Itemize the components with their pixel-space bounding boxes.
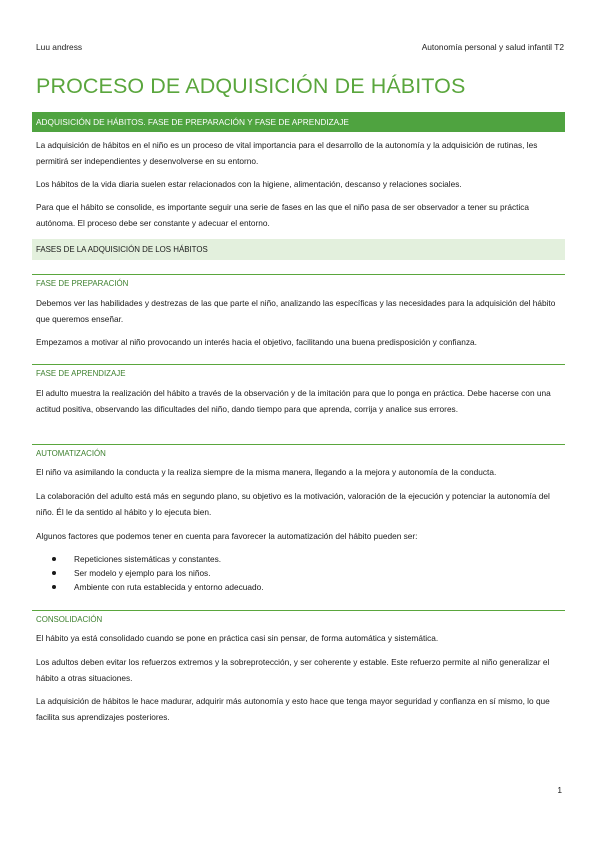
bullet-icon xyxy=(52,585,56,589)
section-heading-aprendizaje xyxy=(32,364,565,384)
header-author: Luu andress xyxy=(36,42,83,52)
page-number: 1 xyxy=(557,785,562,795)
section-divider xyxy=(32,274,565,275)
phases-subheading: FASES DE LA ADQUISICIÓN DE LOS HÁBITOS xyxy=(32,239,565,260)
preparacion-paragraph-2: Empezamos a motivar al niño provocando un interés hacia el objetivo, facilitando una buena predisposición y confianza. xyxy=(36,337,477,347)
automatizacion-paragraph-3: Algunos factores que podemos tener en cuenta para favorecer la automatización del hábito pueden ser: xyxy=(36,531,418,541)
section-heading-automatizacion xyxy=(32,444,565,464)
section-divider xyxy=(32,444,565,445)
bullet-icon xyxy=(52,571,56,575)
list-item: Ser modelo y ejemplo para los niños. xyxy=(52,566,264,580)
list-item: Ambiente con ruta establecida y entorno adecuado. xyxy=(52,580,264,594)
automatizacion-paragraph-1: El niño va asimilando la conducta y la realiza siempre de la misma manera, llegando a la mejora y autonomía de la conducta. xyxy=(36,467,497,477)
automatizacion-paragraph-2: La colaboración del adulto está más en segundo plano, su objetivo es la motivación, valoración de la ejecución y potenciar la autonomía del niño. Él le da sentido al hábito y lo ejecuta bien. xyxy=(36,491,550,517)
consolidacion-paragraph-1: El hábito ya está consolidado cuando se pone en práctica casi sin pensar, de forma automática y sistemática. xyxy=(36,633,439,643)
bullet-icon xyxy=(52,557,56,561)
page-header xyxy=(36,42,564,54)
section-heading-label: CONSOLIDACIÓN xyxy=(36,615,103,624)
section-divider xyxy=(32,364,565,365)
section-heading-consolidacion xyxy=(32,610,565,630)
consolidacion-paragraph-3: La adquisición de hábitos le hace madurar, adquirir más autonomía y esto hace que tenga mayor seguridad y confianza en sí mismo, lo que facilita sus aprendizajes posteriores. xyxy=(36,696,550,722)
section-banner: ADQUISICIÓN DE HÁBITOS. FASE DE PREPARACIÓN Y FASE DE APRENDIZAJE xyxy=(32,112,565,132)
section-heading-preparacion xyxy=(32,274,565,294)
consolidacion-paragraph-2: Los adultos deben evitar los refuerzos extremos y la sobreprotección, y ser coherente y estable. Este refuerzo permite al niño generalizar el hábito a otras situaciones. xyxy=(36,657,550,683)
intro-paragraph-3: Para que el hábito se consolide, es importante seguir una serie de fases en las que el niño pasa de ser observador a tener su práctica autónoma. El proceso debe ser constante y adecuar el entorno. xyxy=(36,202,530,228)
aprendizaje-paragraph-1: El adulto muestra la realización del hábito a través de la observación y de la imitación para que lo ponga en práctica. Debe hacerse con una actitud positiva, observando las dificultades del niño, dando tiempo para que aprenda, corrija y analice sus errores. xyxy=(36,388,551,414)
intro-paragraph-1: La adquisición de hábitos en el niño es un proceso de vital importancia para el desarrollo de la autonomía y la adquisición de rutinas, les permitirá ser independientes y desenvolverse en su entorno. xyxy=(36,140,538,166)
intro-paragraph-2: Los hábitos de la vida diaria suelen estar relacionados con la higiene, alimentación, descanso y relaciones sociales. xyxy=(36,179,462,189)
preparacion-paragraph-1: Debemos ver las habilidades y destrezas de las que parte el niño, analizando las específicas y las necesidades para la adquisición del hábito que queremos enseñar. xyxy=(36,298,556,324)
section-divider xyxy=(32,610,565,611)
section-heading-label: FASE DE APRENDIZAJE xyxy=(36,369,126,378)
header-subject: Autonomía personal y salud infantil T2 xyxy=(421,42,564,52)
document-title: PROCESO DE ADQUISICIÓN DE HÁBITOS xyxy=(36,74,466,98)
factors-list xyxy=(52,552,264,594)
section-heading-label: AUTOMATIZACIÓN xyxy=(36,449,106,458)
section-heading-label: FASE DE PREPARACIÓN xyxy=(36,279,129,288)
list-item: Repeticiones sistemáticas y constantes. xyxy=(52,552,264,566)
